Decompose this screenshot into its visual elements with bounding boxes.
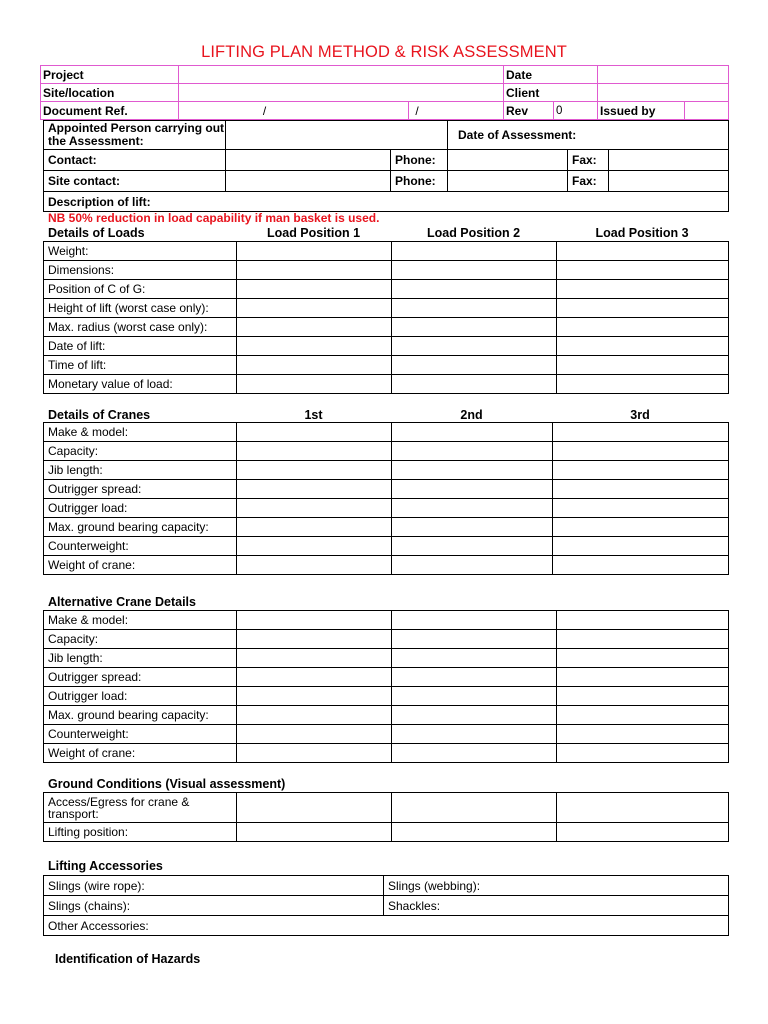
project-label: Project bbox=[41, 66, 179, 84]
form-input-cell[interactable] bbox=[237, 499, 392, 518]
form-input-cell[interactable] bbox=[392, 706, 557, 725]
form-row bbox=[44, 744, 729, 763]
form-input-cell[interactable] bbox=[392, 318, 557, 337]
slings-webbing-label: Slings (webbing): bbox=[388, 878, 481, 893]
form-row-label: Weight: bbox=[44, 242, 237, 261]
form-input-cell[interactable] bbox=[557, 668, 729, 687]
form-row bbox=[44, 687, 729, 706]
document-ref-label: Document Ref. bbox=[41, 102, 179, 120]
form-row bbox=[44, 337, 729, 356]
loads-col-3: Load Position 3 bbox=[595, 226, 689, 240]
slings-chains-field[interactable] bbox=[44, 896, 384, 916]
form-row bbox=[44, 668, 729, 687]
document-ref-part-1[interactable] bbox=[179, 102, 409, 120]
form-input-cell[interactable] bbox=[392, 518, 553, 537]
phone-label: Phone: bbox=[391, 150, 448, 171]
form-input-cell[interactable] bbox=[392, 537, 553, 556]
date-of-assessment-label[interactable]: Date of Assessment: bbox=[448, 121, 729, 150]
form-input-cell[interactable] bbox=[237, 318, 392, 337]
site-fax-label: Fax: bbox=[568, 171, 609, 192]
form-input-cell[interactable] bbox=[557, 337, 729, 356]
form-row-label: Time of lift: bbox=[44, 356, 237, 375]
form-input-cell[interactable] bbox=[392, 461, 553, 480]
form-input-cell[interactable] bbox=[237, 744, 392, 763]
ground-row-label: Access/Egress for crane & transport: bbox=[44, 793, 237, 823]
form-input-cell[interactable] bbox=[557, 706, 729, 725]
form-row bbox=[44, 280, 729, 299]
ground-cell[interactable] bbox=[237, 823, 392, 842]
form-row-label: Max. ground bearing capacity: bbox=[44, 706, 237, 725]
form-input-cell[interactable] bbox=[237, 356, 392, 375]
form-input-cell[interactable] bbox=[553, 499, 729, 518]
form-row-label: Outrigger spread: bbox=[44, 480, 237, 499]
form-input-cell[interactable] bbox=[392, 356, 557, 375]
form-row bbox=[44, 706, 729, 725]
form-input-cell[interactable] bbox=[237, 442, 392, 461]
form-row-label: Jib length: bbox=[44, 461, 237, 480]
form-input-cell[interactable] bbox=[392, 630, 557, 649]
form-row-label: Weight of crane: bbox=[44, 744, 237, 763]
appointed-person-label: Appointed Person carrying out the Assessment: bbox=[44, 121, 226, 150]
cranes-table bbox=[43, 422, 729, 575]
form-input-cell[interactable] bbox=[553, 461, 729, 480]
ground-cell[interactable] bbox=[557, 793, 729, 823]
site-contact-field[interactable] bbox=[226, 171, 391, 192]
form-input-cell[interactable] bbox=[392, 611, 557, 630]
contact-label: Contact: bbox=[44, 150, 226, 171]
form-input-cell[interactable] bbox=[557, 356, 729, 375]
form-input-cell[interactable] bbox=[237, 537, 392, 556]
form-row bbox=[44, 299, 729, 318]
contacts-table bbox=[43, 120, 729, 212]
form-input-cell[interactable] bbox=[237, 337, 392, 356]
site-location-label: Site/location bbox=[41, 84, 179, 102]
form-input-cell[interactable] bbox=[557, 375, 729, 394]
other-accessories-label: Other Accessories: bbox=[48, 918, 149, 933]
form-input-cell[interactable] bbox=[392, 668, 557, 687]
ground-heading: Ground Conditions (Visual assessment) bbox=[48, 777, 286, 791]
form-input-cell[interactable] bbox=[237, 518, 392, 537]
loads-col-1: Load Position 1 bbox=[266, 226, 361, 240]
shackles-field[interactable] bbox=[384, 896, 729, 916]
form-input-cell[interactable] bbox=[392, 687, 557, 706]
loads-heading: Details of Loads bbox=[48, 226, 145, 240]
form-input-cell[interactable] bbox=[392, 375, 557, 394]
form-input-cell[interactable] bbox=[237, 242, 392, 261]
cranes-col-1: 1st bbox=[304, 408, 323, 422]
fax-field[interactable] bbox=[609, 150, 729, 171]
form-row bbox=[44, 611, 729, 630]
site-contact-label: Site contact: bbox=[44, 171, 226, 192]
document-ref-part-2[interactable] bbox=[409, 102, 504, 120]
form-input-cell[interactable] bbox=[237, 668, 392, 687]
site-phone-label: Phone: bbox=[391, 171, 448, 192]
form-input-cell[interactable] bbox=[553, 556, 729, 575]
slings-webbing-field[interactable] bbox=[384, 876, 729, 896]
form-input-cell[interactable] bbox=[237, 423, 392, 442]
contact-field[interactable] bbox=[226, 150, 391, 171]
form-row-label: Counterweight: bbox=[44, 725, 237, 744]
form-row-label: Monetary value of load: bbox=[44, 375, 237, 394]
form-row bbox=[44, 423, 729, 442]
alt-cranes-table bbox=[43, 610, 729, 763]
form-row bbox=[44, 242, 729, 261]
document-title: LIFTING PLAN METHOD & RISK ASSESSMENT bbox=[201, 43, 567, 61]
form-row-label: Max. ground bearing capacity: bbox=[44, 518, 237, 537]
form-input-cell[interactable] bbox=[557, 687, 729, 706]
form-input-cell[interactable] bbox=[237, 687, 392, 706]
client-label: Client bbox=[504, 84, 598, 102]
form-input-cell[interactable] bbox=[237, 649, 392, 668]
issued-by-field[interactable] bbox=[685, 102, 729, 120]
ground-table bbox=[43, 792, 729, 842]
ground-cell[interactable] bbox=[392, 793, 557, 823]
form-input-cell[interactable] bbox=[557, 299, 729, 318]
slash-2: / bbox=[415, 103, 419, 118]
form-row bbox=[44, 480, 729, 499]
form-row bbox=[44, 518, 729, 537]
form-input-cell[interactable] bbox=[237, 706, 392, 725]
form-row-label: Dimensions: bbox=[44, 261, 237, 280]
form-row-label: Outrigger load: bbox=[44, 687, 237, 706]
form-input-cell[interactable] bbox=[557, 261, 729, 280]
form-row-label: Capacity: bbox=[44, 630, 237, 649]
form-input-cell[interactable] bbox=[392, 299, 557, 318]
date-label: Date bbox=[504, 66, 598, 84]
form-input-cell[interactable] bbox=[392, 337, 557, 356]
form-input-cell[interactable] bbox=[392, 480, 553, 499]
rev-field[interactable]: 0 bbox=[554, 102, 598, 120]
form-input-cell[interactable] bbox=[237, 280, 392, 299]
slings-wire-rope-field[interactable] bbox=[44, 876, 384, 896]
form-input-cell[interactable] bbox=[553, 537, 729, 556]
form-input-cell[interactable] bbox=[237, 725, 392, 744]
site-fax-field[interactable] bbox=[609, 171, 729, 192]
form-row-label: Max. radius (worst case only): bbox=[44, 318, 237, 337]
other-accessories-field[interactable] bbox=[44, 916, 729, 936]
form-input-cell[interactable] bbox=[237, 611, 392, 630]
form-input-cell[interactable] bbox=[392, 242, 557, 261]
form-row-label: Capacity: bbox=[44, 442, 237, 461]
cranes-col-3: 3rd bbox=[630, 408, 650, 422]
form-input-cell[interactable] bbox=[392, 744, 557, 763]
cranes-heading: Details of Cranes bbox=[48, 408, 151, 422]
form-row-label: Weight of crane: bbox=[44, 556, 237, 575]
form-input-cell[interactable] bbox=[557, 630, 729, 649]
site-location-field[interactable] bbox=[179, 84, 504, 102]
ground-row-label: Lifting position: bbox=[44, 823, 237, 842]
date-field[interactable] bbox=[598, 66, 729, 84]
form-input-cell[interactable] bbox=[553, 442, 729, 461]
man-basket-note: NB 50% reduction in load capability if man basket is used. bbox=[48, 211, 380, 225]
form-input-cell[interactable] bbox=[557, 744, 729, 763]
site-phone-field[interactable] bbox=[448, 171, 568, 192]
loads-rows bbox=[44, 242, 729, 394]
client-field[interactable] bbox=[598, 84, 729, 102]
accessories-table bbox=[43, 875, 729, 936]
form-row-label: Make & model: bbox=[44, 611, 237, 630]
header-table bbox=[40, 65, 729, 120]
form-row bbox=[44, 725, 729, 744]
form-row bbox=[44, 556, 729, 575]
alt-cranes-heading: Alternative Crane Details bbox=[48, 595, 196, 609]
form-row bbox=[44, 261, 729, 280]
form-row bbox=[44, 375, 729, 394]
form-input-cell[interactable] bbox=[557, 280, 729, 299]
form-row bbox=[44, 356, 729, 375]
form-input-cell[interactable] bbox=[392, 261, 557, 280]
form-input-cell[interactable] bbox=[392, 725, 557, 744]
form-input-cell[interactable] bbox=[557, 242, 729, 261]
form-input-cell[interactable] bbox=[553, 423, 729, 442]
form-row bbox=[44, 630, 729, 649]
form-row-label: Jib length: bbox=[44, 649, 237, 668]
form-input-cell[interactable] bbox=[237, 556, 392, 575]
description-of-lift-field[interactable] bbox=[44, 192, 729, 212]
ground-cell[interactable] bbox=[557, 823, 729, 842]
fax-label: Fax: bbox=[568, 150, 609, 171]
form-input-cell[interactable] bbox=[237, 461, 392, 480]
form-input-cell[interactable] bbox=[237, 299, 392, 318]
form-row bbox=[44, 537, 729, 556]
form-input-cell[interactable] bbox=[392, 423, 553, 442]
form-input-cell[interactable] bbox=[237, 480, 392, 499]
slings-wire-rope-label: Slings (wire rope): bbox=[48, 878, 145, 893]
form-input-cell[interactable] bbox=[557, 649, 729, 668]
form-input-cell[interactable] bbox=[392, 280, 557, 299]
cranes-col-2: 2nd bbox=[460, 408, 483, 422]
appointed-person-field[interactable] bbox=[226, 121, 448, 150]
alt-cranes-rows bbox=[44, 611, 729, 763]
form-row bbox=[44, 649, 729, 668]
phone-field[interactable] bbox=[448, 150, 568, 171]
slings-chains-label: Slings (chains): bbox=[48, 898, 131, 913]
loads-col-2: Load Position 2 bbox=[426, 226, 521, 240]
accessories-heading: Lifting Accessories bbox=[48, 859, 163, 873]
slash-1: / bbox=[262, 103, 267, 118]
cranes-rows bbox=[44, 423, 729, 575]
form-input-cell[interactable] bbox=[553, 518, 729, 537]
form-row-label: Height of lift (worst case only): bbox=[44, 299, 237, 318]
form-row-label: Outrigger spread: bbox=[44, 668, 237, 687]
form-input-cell[interactable] bbox=[237, 261, 392, 280]
form-input-cell[interactable] bbox=[237, 630, 392, 649]
form-input-cell[interactable] bbox=[557, 611, 729, 630]
form-input-cell[interactable] bbox=[557, 318, 729, 337]
project-field[interactable] bbox=[179, 66, 504, 84]
form-row-label: Date of lift: bbox=[44, 337, 237, 356]
loads-table bbox=[43, 241, 729, 394]
issued-by-label: Issued by bbox=[598, 102, 685, 120]
form-input-cell[interactable] bbox=[557, 725, 729, 744]
form-row bbox=[44, 442, 729, 461]
hazards-heading: Identification of Hazards bbox=[55, 952, 201, 966]
ground-cell[interactable] bbox=[237, 793, 392, 823]
form-input-cell[interactable] bbox=[392, 556, 553, 575]
form-input-cell[interactable] bbox=[392, 499, 553, 518]
form-row-label: Position of C of G: bbox=[44, 280, 237, 299]
form-input-cell[interactable] bbox=[392, 442, 553, 461]
form-row bbox=[44, 499, 729, 518]
description-of-lift-label: Description of lift: bbox=[48, 194, 151, 209]
form-row bbox=[44, 318, 729, 337]
form-row-label: Make & model: bbox=[44, 423, 237, 442]
rev-label: Rev bbox=[504, 102, 554, 120]
form-input-cell[interactable] bbox=[553, 480, 729, 499]
form-input-cell[interactable] bbox=[392, 649, 557, 668]
ground-cell[interactable] bbox=[392, 823, 557, 842]
shackles-label: Shackles: bbox=[388, 898, 441, 913]
form-row-label: Counterweight: bbox=[44, 537, 237, 556]
form-input-cell[interactable] bbox=[237, 375, 392, 394]
form-row bbox=[44, 461, 729, 480]
form-row-label: Outrigger load: bbox=[44, 499, 237, 518]
